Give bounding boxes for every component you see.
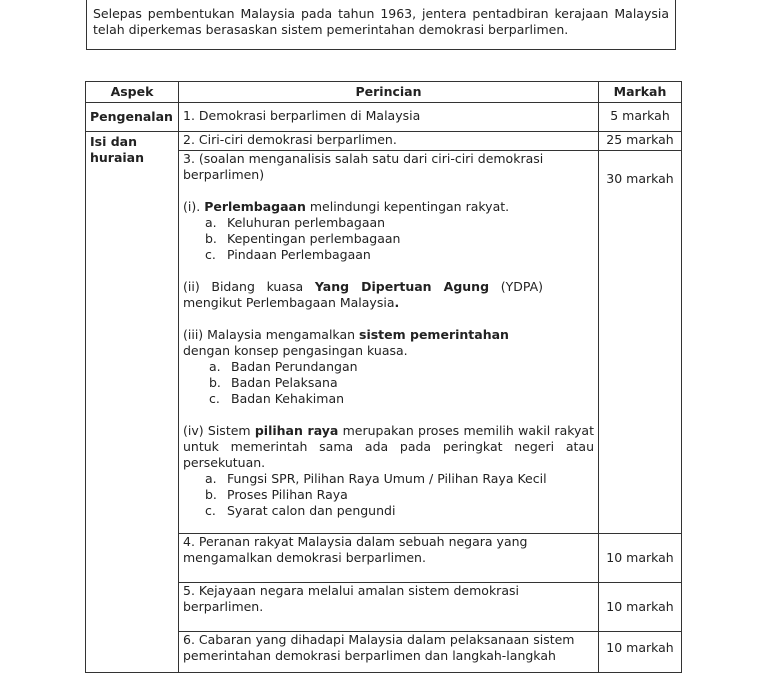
- item3-intro: 3. (soalan menganalisis salah satu dari ciri-ciri demokrasi berparlimen): [183, 151, 544, 182]
- list-text: Badan Pelaksana: [231, 375, 338, 390]
- list-item: [209, 375, 594, 391]
- list-item: [205, 487, 594, 503]
- list-letter: b.: [205, 231, 217, 246]
- list-text: Syarat calon dan pengundi: [227, 503, 396, 518]
- mark-item2: 25 markah: [599, 132, 682, 151]
- list-item: [205, 471, 594, 487]
- list-text: Keluhuran perlembagaan: [227, 215, 386, 230]
- item3-point-iv: [183, 423, 594, 471]
- detail-item6: 6. Cabaran yang dihadapi Malaysia dalam pelaksanaan sistem pemerintahan demokrasi berparlimen dan langkah-langkah: [179, 632, 599, 673]
- aspect-isi-label: Isi dan huraian: [90, 134, 145, 165]
- detail-item5-text: 5. Kejayaan negara melalui amalan sistem demokrasi berparlimen.: [183, 583, 519, 614]
- point-i-prefix: (i).: [183, 199, 205, 214]
- point-ii-prefix: (ii) Bidang kuasa: [183, 279, 315, 294]
- point-iii-suffix: dengan konsep pengasingan kuasa.: [183, 343, 408, 358]
- point-iv-prefix: (iv) Sistem: [183, 423, 255, 438]
- header-row: [86, 82, 682, 103]
- table-row-pengenalan: [86, 103, 682, 132]
- point-ii-suffix: (YDPA) mengikut Perlembagaan Malaysia: [183, 279, 544, 310]
- list-text: Badan Perundangan: [231, 359, 358, 374]
- point-ii-end: .: [394, 295, 400, 310]
- detail-item3: [179, 151, 599, 534]
- table-row-item2: [86, 132, 682, 151]
- aspect-pengenalan: Pengenalan: [86, 103, 179, 132]
- list-letter: c.: [209, 391, 220, 406]
- list-item: [205, 215, 594, 231]
- item3-point-i: [183, 199, 594, 215]
- mark-item6: 10 markah: [599, 632, 682, 673]
- list-text: Kepentingan perlembagaan: [227, 231, 401, 246]
- mark-pengenalan: 5 markah: [599, 103, 682, 132]
- point-i-suffix: melindungi kepentingan rakyat.: [305, 199, 510, 214]
- list-letter: a.: [209, 359, 221, 374]
- mark-item3: 30 markah: [599, 151, 682, 534]
- list-item: [205, 231, 594, 247]
- point-iii-sublist: [183, 359, 594, 407]
- list-letter: b.: [205, 487, 217, 502]
- list-letter: c.: [205, 503, 216, 518]
- header-aspect: Aspek: [86, 82, 179, 103]
- point-iv-suffix: merupakan proses memilih wakil rakyat untuk memerintah sama ada pada peringkat negeri atau persekutuan.: [183, 423, 594, 470]
- list-item: [205, 247, 594, 263]
- detail-item4: [179, 534, 599, 583]
- rubric-table: [85, 81, 682, 673]
- item3-point-ii: [183, 279, 543, 311]
- list-letter: a.: [205, 471, 217, 486]
- point-iii-keyword: sistem pemerintahan: [359, 327, 509, 342]
- detail-item5: [179, 583, 599, 632]
- header-mark: Markah: [599, 82, 682, 103]
- list-item: [205, 503, 594, 519]
- aspect-isi: [86, 132, 179, 673]
- point-i-keyword: Perlembagaan: [204, 199, 306, 214]
- list-item: [209, 391, 594, 407]
- list-letter: c.: [205, 247, 216, 262]
- list-text: Badan Kehakiman: [231, 391, 345, 406]
- intro-text: Selepas pembentukan Malaysia pada tahun 1963, jentera pentadbiran kerajaan Malaysia telah diperkemas berasaskan sistem pemerintahan demokrasi berparlimen.: [93, 6, 669, 37]
- mark-item5: 10 markah: [599, 583, 682, 632]
- list-text: Proses Pilihan Raya: [227, 487, 348, 502]
- detail-pengenalan: 1. Demokrasi berparlimen di Malaysia: [179, 103, 599, 132]
- item3-point-iii: [183, 327, 553, 359]
- mark-item4: 10 markah: [599, 534, 682, 583]
- detail-item4-text: 4. Peranan rakyat Malaysia dalam sebuah negara yang mengamalkan demokrasi berparlimen.: [183, 534, 528, 565]
- point-iv-sublist: [183, 471, 594, 519]
- header-detail: Perincian: [179, 82, 599, 103]
- list-letter: a.: [205, 215, 217, 230]
- detail-item2: 2. Ciri-ciri demokrasi berparlimen.: [179, 132, 599, 151]
- point-iii-prefix: (iii) Malaysia mengamalkan: [183, 327, 360, 342]
- point-iv-keyword: pilihan raya: [254, 423, 339, 438]
- intro-box: [86, 0, 676, 50]
- list-text: Pindaan Perlembagaan: [227, 247, 371, 262]
- list-letter: b.: [209, 375, 221, 390]
- list-text: Fungsi SPR, Pilihan Raya Umum / Pilihan Raya Kecil: [227, 471, 547, 486]
- point-ii-keyword: Yang Dipertuan Agung: [314, 279, 490, 294]
- point-i-sublist: [183, 215, 594, 263]
- list-item: [209, 359, 594, 375]
